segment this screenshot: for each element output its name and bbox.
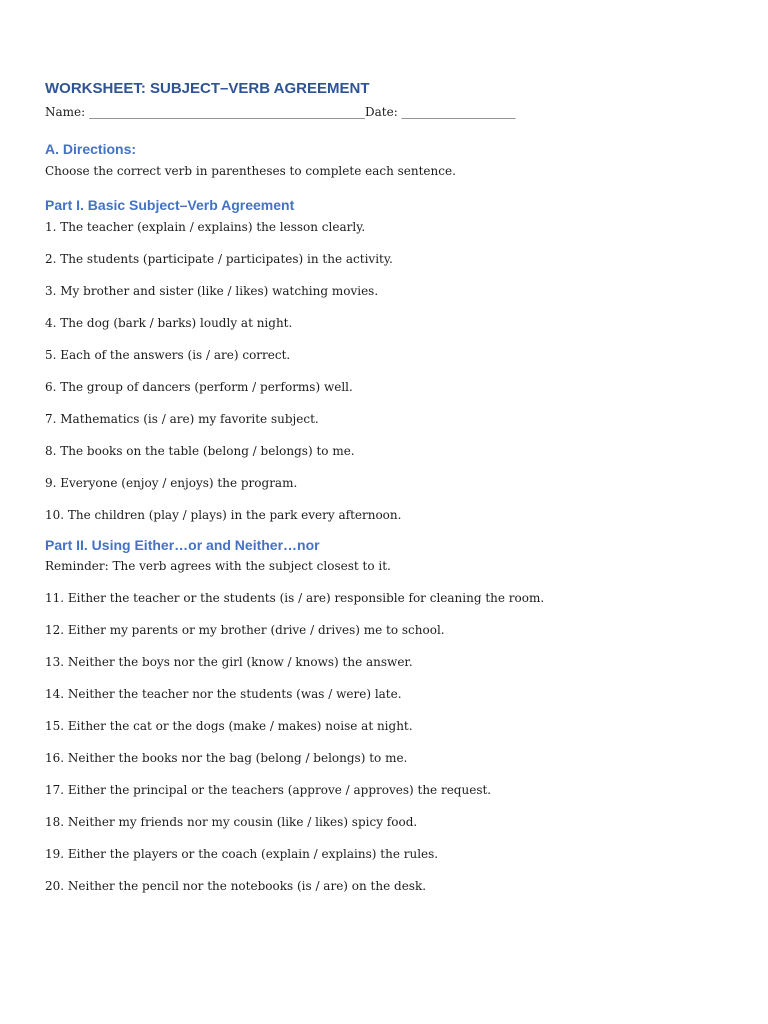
list-item: 19. Either the players or the coach (explain / explains) the rules. [45, 847, 439, 861]
list-item: 4. The dog (bark / barks) loudly at night. [45, 316, 293, 330]
list-item: 11. Either the teacher or the students (is / are) responsible for cleaning the room. [45, 591, 545, 605]
worksheet-title: WORKSHEET: SUBJECT–VERB AGREEMENT [45, 80, 370, 97]
worksheet-page [45, 80, 735, 910]
part2-list [45, 590, 735, 910]
part1-list [45, 219, 735, 539]
part1-heading: Part I. Basic Subject–Verb Agreement [45, 197, 295, 213]
list-item: 7. Mathematics (is / are) my favorite subject. [45, 412, 319, 426]
list-item: 1. The teacher (explain / explains) the lesson clearly. [45, 220, 366, 234]
list-item: 3. My brother and sister (like / likes) watching movies. [45, 284, 379, 298]
list-item: 18. Neither my friends nor my cousin (like / likes) spicy food. [45, 815, 418, 829]
list-item: 8. The books on the table (belong / belongs) to me. [45, 444, 355, 458]
list-item: 14. Neither the teacher nor the students (was / were) late. [45, 687, 402, 701]
list-item: 12. Either my parents or my brother (drive / drives) me to school. [45, 623, 445, 637]
list-item: 20. Neither the pencil nor the notebooks (is / are) on the desk. [45, 879, 427, 893]
directions-text: Choose the correct verb in parentheses to complete each sentence. [45, 164, 456, 178]
list-item: 5. Each of the answers (is / are) correct. [45, 348, 291, 362]
part2-reminder: Reminder: The verb agrees with the subject closest to it. [45, 559, 391, 573]
name-date-line: Name: ______________________________________________Date: ___________________ [45, 105, 516, 119]
list-item: 17. Either the principal or the teachers (approve / approves) the request. [45, 783, 492, 797]
list-item: 9. Everyone (enjoy / enjoys) the program. [45, 476, 298, 490]
list-item: 10. The children (play / plays) in the park every afternoon. [45, 508, 402, 522]
list-item: 6. The group of dancers (perform / performs) well. [45, 380, 353, 394]
list-item: 13. Neither the boys nor the girl (know / knows) the answer. [45, 655, 413, 669]
part2-heading: Part II. Using Either…or and Neither…nor [45, 537, 320, 553]
directions-heading: A. Directions: [45, 141, 137, 157]
list-item: 16. Neither the books nor the bag (belong / belongs) to me. [45, 751, 408, 765]
list-item: 15. Either the cat or the dogs (make / makes) noise at night. [45, 719, 413, 733]
list-item: 2. The students (participate / participates) in the activity. [45, 252, 393, 266]
